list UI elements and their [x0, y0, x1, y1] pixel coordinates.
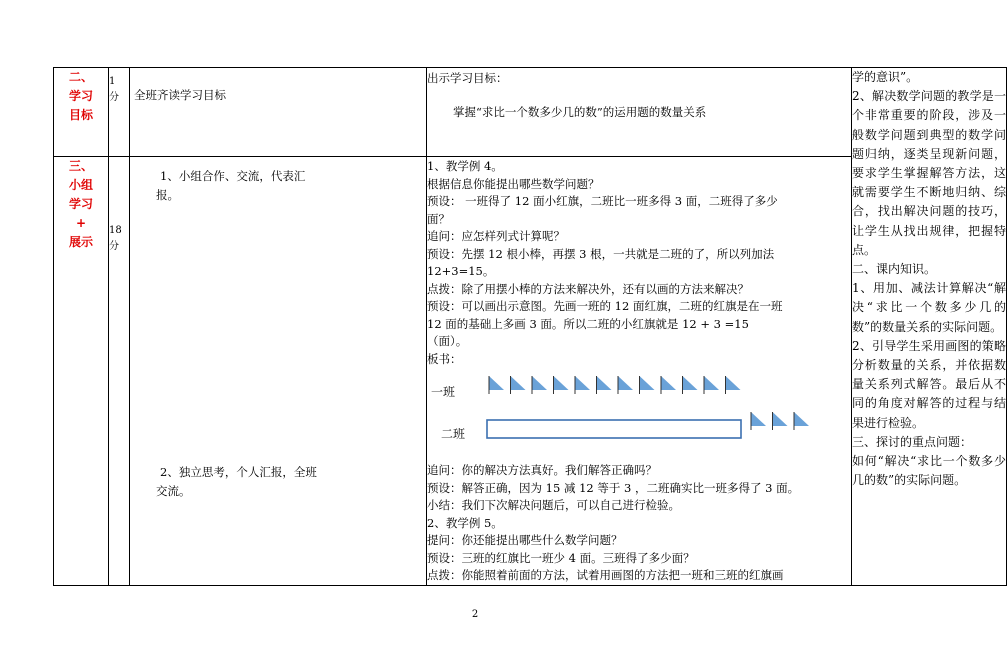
- side-text: 2、引导学生采用画图的策略分析数量的关系，并依据数量关系列式解答。最后从不同的角度对解答的过程与结果进行检验。: [852, 338, 1006, 430]
- flag-icon: [773, 412, 788, 426]
- flag-icon: [597, 376, 612, 390]
- flag-icon: [661, 376, 676, 390]
- flag-icon: [489, 376, 504, 390]
- flag-icon: [683, 376, 698, 390]
- content-line: （面）。: [427, 334, 468, 348]
- content-line: 提问：你还能提出哪些什么数学问题？: [427, 533, 623, 547]
- content-line: 面？: [427, 211, 450, 226]
- student-activity-cell: [130, 68, 427, 157]
- activity-text: 交流。: [156, 484, 191, 498]
- content-line: 12 面的基础上多画 3 面。所以二班的小红旗就是 12 + 3 =15: [427, 316, 749, 331]
- section-label: 学习: [68, 89, 93, 103]
- time-cell: [109, 157, 130, 586]
- section-header-group-study: [54, 157, 109, 586]
- class2-extra-flag-row: [751, 412, 809, 430]
- flag-icon: [575, 376, 590, 390]
- flag-icon: [640, 376, 655, 390]
- flag-icon: [704, 376, 719, 390]
- section-label: 学习: [68, 197, 93, 211]
- content-line: 追问：应怎样列式计算呢？: [427, 229, 565, 243]
- section-label: 三、: [68, 159, 93, 173]
- board-diagram: [427, 368, 827, 462]
- side-text: 三、探讨的重点问题：: [852, 434, 973, 449]
- time-value: 1: [109, 76, 116, 87]
- teacher-content-cell: [427, 157, 852, 586]
- section-header-goals: [54, 68, 109, 157]
- flag-icon: [618, 376, 633, 390]
- learning-goal: 掌握“求比一个数多少几的数”的运用题的数量关系: [453, 104, 707, 119]
- flag-icon: [511, 376, 526, 390]
- time-cell: [109, 68, 130, 157]
- content-line: 追问：你的解决方法真好。我们解答正确吗？: [427, 463, 657, 477]
- class1-flag-row: [489, 376, 741, 394]
- flag-icon: [532, 376, 547, 390]
- time-unit: 分: [109, 92, 119, 103]
- content-line: 点拨：你能照着前面的方法，试着用画图的方法把一班和三班的红旗画: [427, 568, 784, 582]
- content-line: 预设：三班的红旗比一班少 4 面。三班得了多少面？: [427, 550, 695, 565]
- section-label: +: [75, 216, 87, 230]
- content-line: 板书：: [427, 351, 462, 366]
- content-line: 12+3=15。: [427, 264, 495, 278]
- section-label: 二、: [68, 70, 93, 84]
- content-line: 预设：解答正确，因为 15 减 12 等于 3 ，二班确实比一班多得了 3 面。: [427, 480, 800, 495]
- time-value: 18: [109, 225, 122, 236]
- section-label: 小组: [68, 178, 93, 192]
- flag-icon: [794, 412, 809, 426]
- student-activity-cell: [130, 157, 427, 586]
- content-line: 小结：我们下次解决问题后，可以自己进行检验。: [427, 498, 680, 512]
- side-text: 2、解决数学问题的教学是一个非常重要的阶段，涉及一般数学问题到典型的数学问题归纳，逐类呈现新问题，要求学生掌握解答方法，这就需要学生不断地归纳、综合，找出解决问题的技巧，让学生从找出规律，把握特点。: [852, 89, 1006, 257]
- content-line: 根据信息你能提出哪些数学问题？: [427, 176, 600, 191]
- content-line: 1、教学例 4。: [427, 159, 503, 173]
- class2-label: 二班: [441, 427, 466, 441]
- content-line: 点拨：除了用摆小棒的方法来解决外，还有以画的方法来解决？: [427, 281, 749, 296]
- activity-group: [156, 463, 317, 501]
- activity-text: 2、独立思考，个人汇报，全班: [160, 465, 317, 479]
- lesson-plan-table: [53, 67, 1007, 586]
- section-label: 目标: [68, 108, 93, 122]
- content-line: 2、教学例 5。: [427, 515, 503, 530]
- content-title: 出示学习目标：: [427, 71, 508, 85]
- content-line: 预设： 一班得了 12 面小红旗，二班比一班多得 3 面，二班得了多少: [427, 194, 778, 208]
- flag-icon: [726, 376, 741, 390]
- flag-icon: [751, 412, 766, 426]
- design-intent-cell: [852, 68, 1007, 586]
- teacher-content-cell: [427, 68, 852, 157]
- section-label: 展示: [68, 235, 93, 249]
- activity-text: 1、小组合作、交流，代表汇: [160, 169, 306, 183]
- activity-text: 报。: [156, 188, 179, 202]
- class1-quantity-bar: [487, 420, 741, 438]
- flag-icon: [554, 376, 569, 390]
- time-unit: 分: [109, 241, 119, 252]
- side-text: 如何“解决“求比一个数多少几的数”的实际问题。: [852, 454, 1006, 488]
- content-line: 预设：可以画出示意图。先画一班的 12 面红旗，二班的红旗是在一班: [427, 299, 783, 313]
- side-text: 1、用加、减法计算解决“解决“求比一个数多少几的数”的数量关系的实际问题。: [852, 281, 1006, 334]
- activity-group: [156, 167, 306, 205]
- activity-text: 全班齐读学习目标: [134, 88, 226, 102]
- side-text: 二、课内知识。: [852, 262, 937, 277]
- side-text: 学的意识”。: [852, 70, 919, 84]
- page-number: 2: [471, 609, 479, 620]
- class1-label: 一班: [431, 385, 456, 399]
- table-row: [54, 68, 1007, 157]
- content-line: 预设：先摆 12 根小棒，再摆 3 根，一共就是二班的了，所以列加法: [427, 246, 775, 261]
